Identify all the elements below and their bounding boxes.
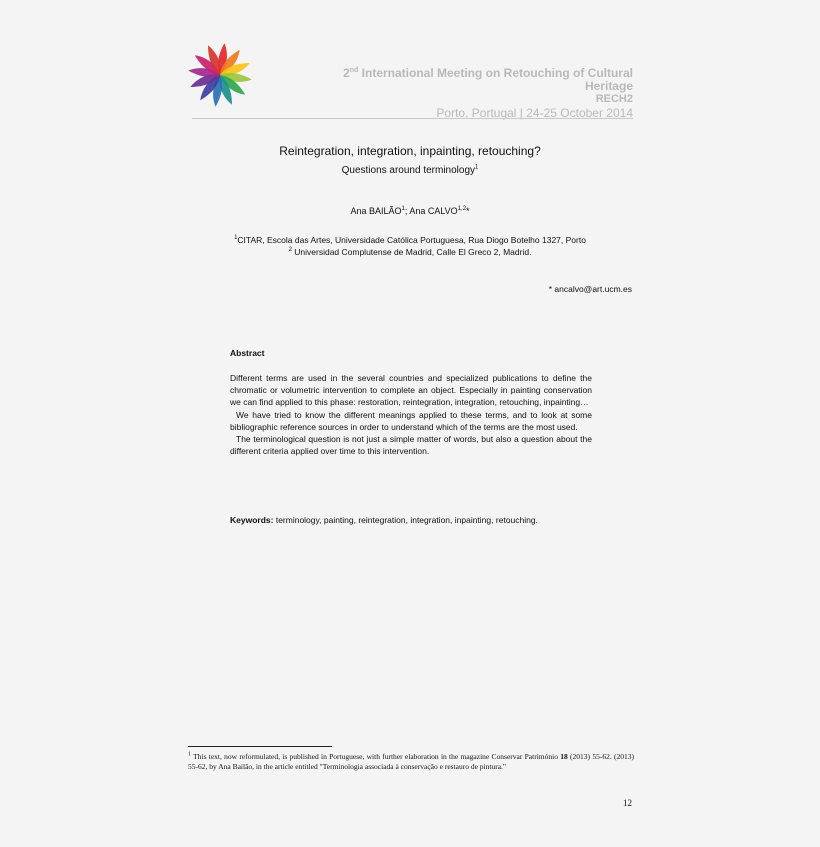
page-number: 12 [623,798,632,808]
abstract-paragraph: Different terms are used in the several countries and specialized publications to define the chromatic or volumetric intervention to complete an object. Especially in painting conservation we can find applied to this phase: restoration, reintegration, integration, retouching, inpainting… [230,373,592,408]
keywords [230,515,538,525]
keywords-text: terminology, painting, reintegration, integration, inpainting, retouching. [273,515,538,525]
conference-title: 2nd International Meeting on Retouching of Cultural Heritage [343,66,633,93]
affiliation-2: $^2$ Universidad Complutense de Madrid, Calle El Greco 2, Madrid. [288,247,532,257]
conference-header [300,64,633,121]
abstract-paragraph: We have tried to know the different meanings applied to these terms, and to look at some bibliographic reference sources in order to understand which of the terms are the most used. [230,409,592,432]
footnote-marker: 1 [475,164,479,171]
header-divider [192,118,633,119]
conference-place-date: Porto, Portugal | 24-25 October 2014 [436,106,633,120]
paper-title: Reintegration, integration, inpainting, retouching? [279,144,541,158]
conference-acronym: RECH2 [595,93,633,105]
footnote: $^1$ This text, now reformulated, is published in Portuguese, with further elaboration in the magazine Conservar Património 18 (2013) 55-62. (2013) 55-62, by Ana Bailão, in the article entitled "Terminologia associada à conservação e restauro de pintura." [188,751,634,771]
corresponding-email: * ancalvo@art.ucm.es [548,284,632,294]
footnote-divider [188,746,332,747]
conference-logo [186,42,254,108]
abstract-body [230,372,592,457]
author-list: Ana BAILÃO$^1$; Ana CALVO$^{1,2}$* [350,206,470,216]
abstract-paragraph: The terminological question is not just a simple matter of words, but also a question about the different criteria applied over time to this intervention. [230,434,592,457]
abstract-heading: Abstract [230,348,265,358]
affiliation-1: $^1$CITAR, Escola das Artes, Universidade Católica Portuguesa, Rua Diogo Botelho 1327, Porto [234,235,586,245]
keywords-label: Keywords: [230,515,274,525]
paper-subtitle: Questions around terminology$^1$ [341,164,479,176]
